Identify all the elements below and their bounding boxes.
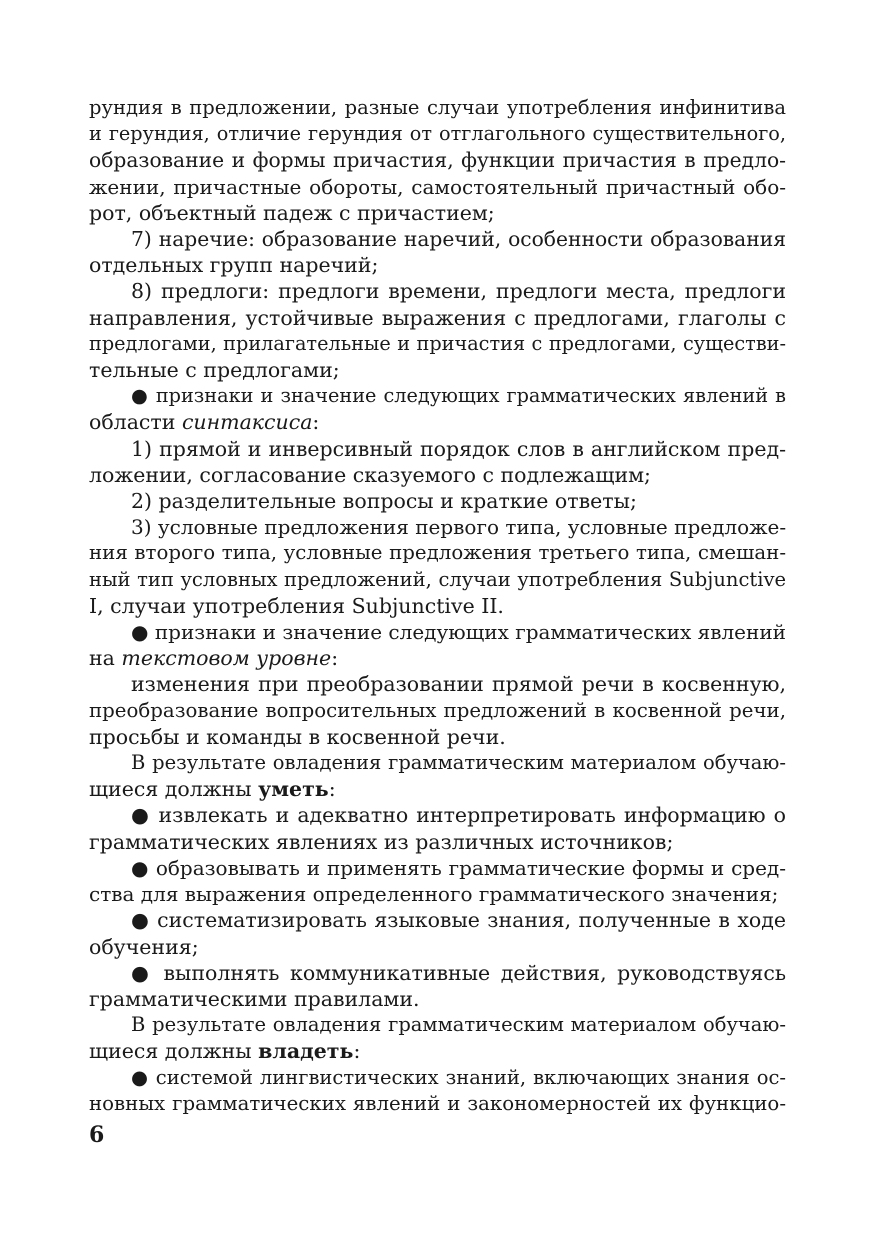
text-fragment: : (328, 777, 336, 802)
text-line: просьбы и команды в косвенной речи. (89, 724, 506, 749)
text-line: обучения; (89, 934, 199, 959)
paragraph-text-level-bullet (89, 619, 786, 671)
text-line (89, 776, 786, 802)
text-line: грамматическими правилами. (89, 986, 420, 1011)
text-fragment: : (312, 410, 320, 435)
text-line: I, случаи употребления Subjunctive II. (89, 593, 504, 618)
text-line: 1) прямой и инверсивный порядок слов в английском пред- (131, 436, 786, 461)
text-line: новных грамматических явлений и закономерностей их функцио- (89, 1091, 786, 1115)
text-line: ● извлекать и адекватно интерпретировать информацию о (131, 803, 786, 828)
paragraph-word-order (89, 436, 786, 488)
paragraph-skill-extract (89, 802, 786, 854)
text-line: ● систематизировать языковые знания, полученные в ходе (131, 908, 786, 933)
text-line: 2) разделительные вопросы и краткие ответы; (131, 489, 637, 514)
text-line: ● признаки и значение следующих грамматических явлений в (131, 384, 786, 408)
text-fragment: области (89, 410, 182, 435)
text-line: ● системой лингвистических знаний, включающих знания ос- (131, 1065, 786, 1089)
paragraph-gerund-participle (89, 95, 786, 226)
text-line: тельные с предлогами; (89, 358, 340, 383)
text-line: преобразование вопросительных предложений в косвенной речи, (89, 698, 786, 722)
text-line: направления, устойчивые выражения с предлогами, глаголы с (89, 305, 786, 330)
text-line: грамматических явлениях из различных источников; (89, 829, 674, 854)
text-fragment: : (353, 1039, 361, 1064)
text-line (89, 409, 786, 435)
text-line: 8) предлоги: предлоги времени, предлоги места, предлоги (131, 279, 786, 304)
text-fragment: щиеся должны (89, 1039, 259, 1064)
text-line: жении, причастные обороты, самостоятельный причастный обо- (89, 174, 786, 199)
text-line: 3) условные предложения первого типа, условные предложе- (131, 515, 787, 540)
text-line: ния второго типа, условные предложения третьего типа, смешан- (89, 541, 786, 565)
paragraph-prepositions (89, 278, 786, 383)
text-fragment: щиеся должны (89, 777, 259, 802)
text-line: ства для выражения определенного грамматического значения; (89, 882, 779, 907)
emphasis-syntax: синтаксиса (181, 410, 313, 435)
paragraph-skill-form (89, 855, 786, 907)
text-line (89, 1038, 786, 1064)
text-line: изменения при преобразовании прямой речи в косвенную, (131, 672, 786, 697)
text-line: рот, объектный падеж с причастием; (89, 200, 495, 225)
paragraph-skills-intro (89, 750, 786, 802)
paragraph-conditionals (89, 514, 786, 619)
paragraph-reported-speech (89, 671, 786, 750)
text-line: отдельных групп наречий; (89, 253, 379, 278)
paragraph-skill-communicate (89, 960, 786, 1012)
text-fragment: : (331, 646, 339, 671)
text-line: ● образовывать и применять грамматические формы и сред- (131, 855, 786, 880)
paragraph-mastery-system (89, 1065, 786, 1117)
text-line: предлогами, прилагательные и причастия с предлогами, существи- (89, 331, 786, 355)
text-line (89, 645, 786, 671)
bold-vladet: владеть (258, 1039, 354, 1064)
page-body (89, 95, 786, 1117)
text-line: ный тип условных предложений, случаи употребления Subjunctive (89, 567, 786, 591)
text-line: рундия в предложении, разные случаи употребления инфинитива (89, 96, 786, 119)
text-line: и герундия, отличие герундия от отглагольного существительного, (89, 122, 786, 146)
text-line: 7) наречие: образование наречий, особенности образования (131, 227, 786, 252)
emphasis-text-level: текстовом уровне (121, 646, 332, 671)
text-line: В результате овладения грамматическим материалом обучаю- (131, 1013, 786, 1037)
text-line: ложении, согласование сказуемого с подлежащим; (89, 462, 651, 487)
paragraph-mastery-intro (89, 1012, 786, 1064)
paragraph-skill-systematize (89, 907, 786, 959)
bold-umet: уметь (258, 777, 329, 802)
text-line: ● выполнять коммуникативные действия, руководствуясь (131, 960, 786, 985)
text-fragment: на (89, 646, 122, 671)
paragraph-tag-questions (89, 488, 786, 514)
paragraph-syntax-bullet (89, 383, 786, 435)
text-line: В результате овладения грамматическим материалом обучаю- (131, 751, 786, 775)
page-number: 6 (89, 1122, 105, 1148)
paragraph-adverb (89, 226, 786, 278)
text-line: ● признаки и значение следующих грамматических явлений (131, 620, 786, 645)
text-line: образование и формы причастия, функции причастия в предло- (89, 148, 786, 173)
